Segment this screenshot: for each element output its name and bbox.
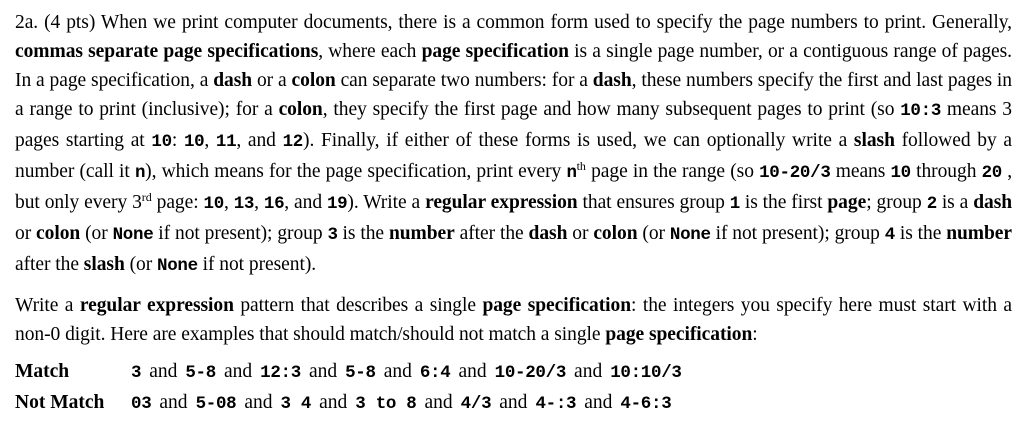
text: or a: [252, 70, 292, 91]
text: , where each: [318, 41, 422, 62]
joiner-text: and: [149, 361, 178, 382]
bold-text: colon: [36, 223, 81, 244]
example-pattern: 5-8: [345, 363, 376, 383]
text: is the first: [739, 192, 828, 213]
text: :: [171, 130, 184, 151]
bold-text: regular expression: [79, 295, 234, 316]
match-row: [15, 357, 1012, 388]
text: pattern that describes a single: [233, 295, 483, 316]
text: or: [15, 223, 37, 244]
text: , they specify the first page and how many subsequent pages to print (so: [322, 99, 901, 120]
code-text: 12: [282, 132, 304, 152]
example-pattern: 4/3: [460, 394, 492, 414]
joiner-text: and: [308, 361, 338, 382]
not-match-row: [15, 388, 1012, 419]
text: ). Write a: [347, 192, 426, 213]
text: that ensures group: [577, 192, 730, 213]
bold-text: colon: [278, 99, 323, 120]
bold-text: slash: [853, 130, 895, 151]
text: page in the range (so: [585, 161, 760, 182]
text: is the: [894, 223, 947, 244]
match-items: [129, 357, 684, 388]
text: 2a. (4 pts) When we print computer documents, there is a common form used to specify the page numbers to print. Generally,: [15, 12, 1012, 33]
text: ), which means for the page specification, print every: [145, 161, 567, 182]
example-pattern: 3 4: [280, 394, 312, 414]
bold-text: page specification: [421, 41, 569, 62]
text: if not present); group: [153, 223, 328, 244]
bold-text: colon: [291, 70, 336, 91]
text: means 3 pages starting at: [15, 99, 1012, 151]
bold-text: dash: [973, 192, 1013, 213]
example-pattern: 5-08: [195, 394, 237, 414]
code-text: 11: [215, 132, 237, 152]
code-text: 10-20/3: [759, 163, 831, 183]
example-pattern: 3 to 8: [355, 394, 417, 414]
text: through: [910, 161, 982, 182]
text: (or: [637, 223, 670, 244]
text: : the integers you specify here must start with a non-0 digit. Here are examples that should match/should not match a single: [15, 295, 1012, 345]
joiner-text: and: [574, 361, 603, 382]
text: ,: [223, 192, 234, 213]
example-pattern: 10:10/3: [610, 363, 682, 383]
example-pattern: 4-6:3: [620, 394, 672, 414]
code-text: None: [157, 256, 198, 276]
code-text: n: [566, 163, 577, 183]
code-text: None: [112, 225, 154, 245]
superscript: th: [576, 159, 586, 173]
joiner-text: and: [383, 361, 412, 382]
example-pattern: 5-8: [185, 363, 216, 383]
code-text: 3: [327, 225, 338, 245]
joiner-text: and: [244, 392, 273, 413]
text: :: [752, 324, 758, 345]
joiner-text: and: [584, 392, 613, 413]
superscript: rd: [141, 190, 152, 204]
text: Write a: [15, 295, 80, 316]
joiner-text: and: [458, 361, 487, 382]
text: means: [830, 161, 891, 182]
text: ,: [204, 130, 216, 151]
text: followed by a number (call it: [15, 130, 1012, 182]
joiner-text: and: [499, 392, 528, 413]
text: , and: [236, 130, 283, 151]
text: , but only every 3: [15, 161, 1013, 213]
bold-text: dash: [592, 70, 632, 91]
text: ). Finally, if either of these forms is used, we can optionally write a: [303, 130, 854, 151]
text: is the: [337, 223, 389, 244]
code-text: 16: [263, 194, 285, 214]
text: , these numbers specify the first and last pages in a range to print (inclusive); for a: [15, 70, 1012, 120]
code-text: 1: [729, 194, 740, 214]
example-pattern: 03: [131, 394, 152, 414]
text: page:: [151, 192, 204, 213]
code-text: 10:3: [900, 101, 942, 121]
example-pattern: 12:3: [260, 363, 301, 383]
text: (or: [80, 223, 113, 244]
example-pattern: 6:4: [419, 363, 451, 383]
text: is a single page number, or a contiguous range of pages. In a page specification, a: [15, 41, 1013, 91]
not-match-items: [129, 388, 673, 419]
text: , and: [284, 192, 327, 213]
text: if not present); group: [710, 223, 885, 244]
code-text: 10: [151, 132, 172, 152]
text: ; group: [866, 192, 927, 213]
text: after the: [15, 254, 84, 275]
example-pattern: 10-20/3: [494, 363, 567, 383]
bold-text: commas separate page specifications: [15, 41, 319, 62]
text: or: [567, 223, 594, 244]
code-text: None: [669, 225, 711, 245]
bold-text: page specification: [605, 324, 753, 345]
instruction-paragraph: [15, 291, 1012, 349]
code-text: 13: [233, 194, 255, 214]
code-text: n: [134, 163, 146, 183]
bold-text: number: [388, 223, 455, 244]
example-pattern: 3: [131, 363, 142, 383]
problem-description: [15, 8, 1012, 281]
joiner-text: and: [424, 392, 453, 413]
bold-text: number: [946, 223, 1013, 244]
joiner-text: and: [223, 361, 253, 382]
match-label: Match: [15, 361, 70, 382]
code-text: 10: [203, 194, 224, 214]
bold-text: slash: [83, 254, 125, 275]
bold-text: colon: [593, 223, 638, 244]
text: ,: [254, 192, 264, 213]
code-text: 10: [890, 163, 911, 183]
not-match-label: Not Match: [15, 392, 105, 413]
text: (or: [124, 254, 157, 275]
examples-table: [15, 357, 1012, 419]
bold-text: regular expression: [425, 192, 578, 213]
text: can separate two numbers: for a: [335, 70, 593, 91]
joiner-text: and: [159, 392, 188, 413]
code-text: 20: [981, 163, 1002, 183]
code-text: 2: [926, 194, 937, 214]
joiner-text: and: [319, 392, 348, 413]
code-text: 19: [326, 194, 348, 214]
text: after the: [454, 223, 529, 244]
text: is a: [936, 192, 974, 213]
bold-text: dash: [213, 70, 253, 91]
bold-text: page specification: [482, 295, 632, 316]
bold-text: dash: [528, 223, 568, 244]
code-text: 10: [183, 132, 205, 152]
code-text: 4: [884, 225, 895, 245]
example-pattern: 4-:3: [535, 394, 577, 414]
text: if not present).: [197, 254, 317, 275]
bold-text: page: [827, 192, 867, 213]
